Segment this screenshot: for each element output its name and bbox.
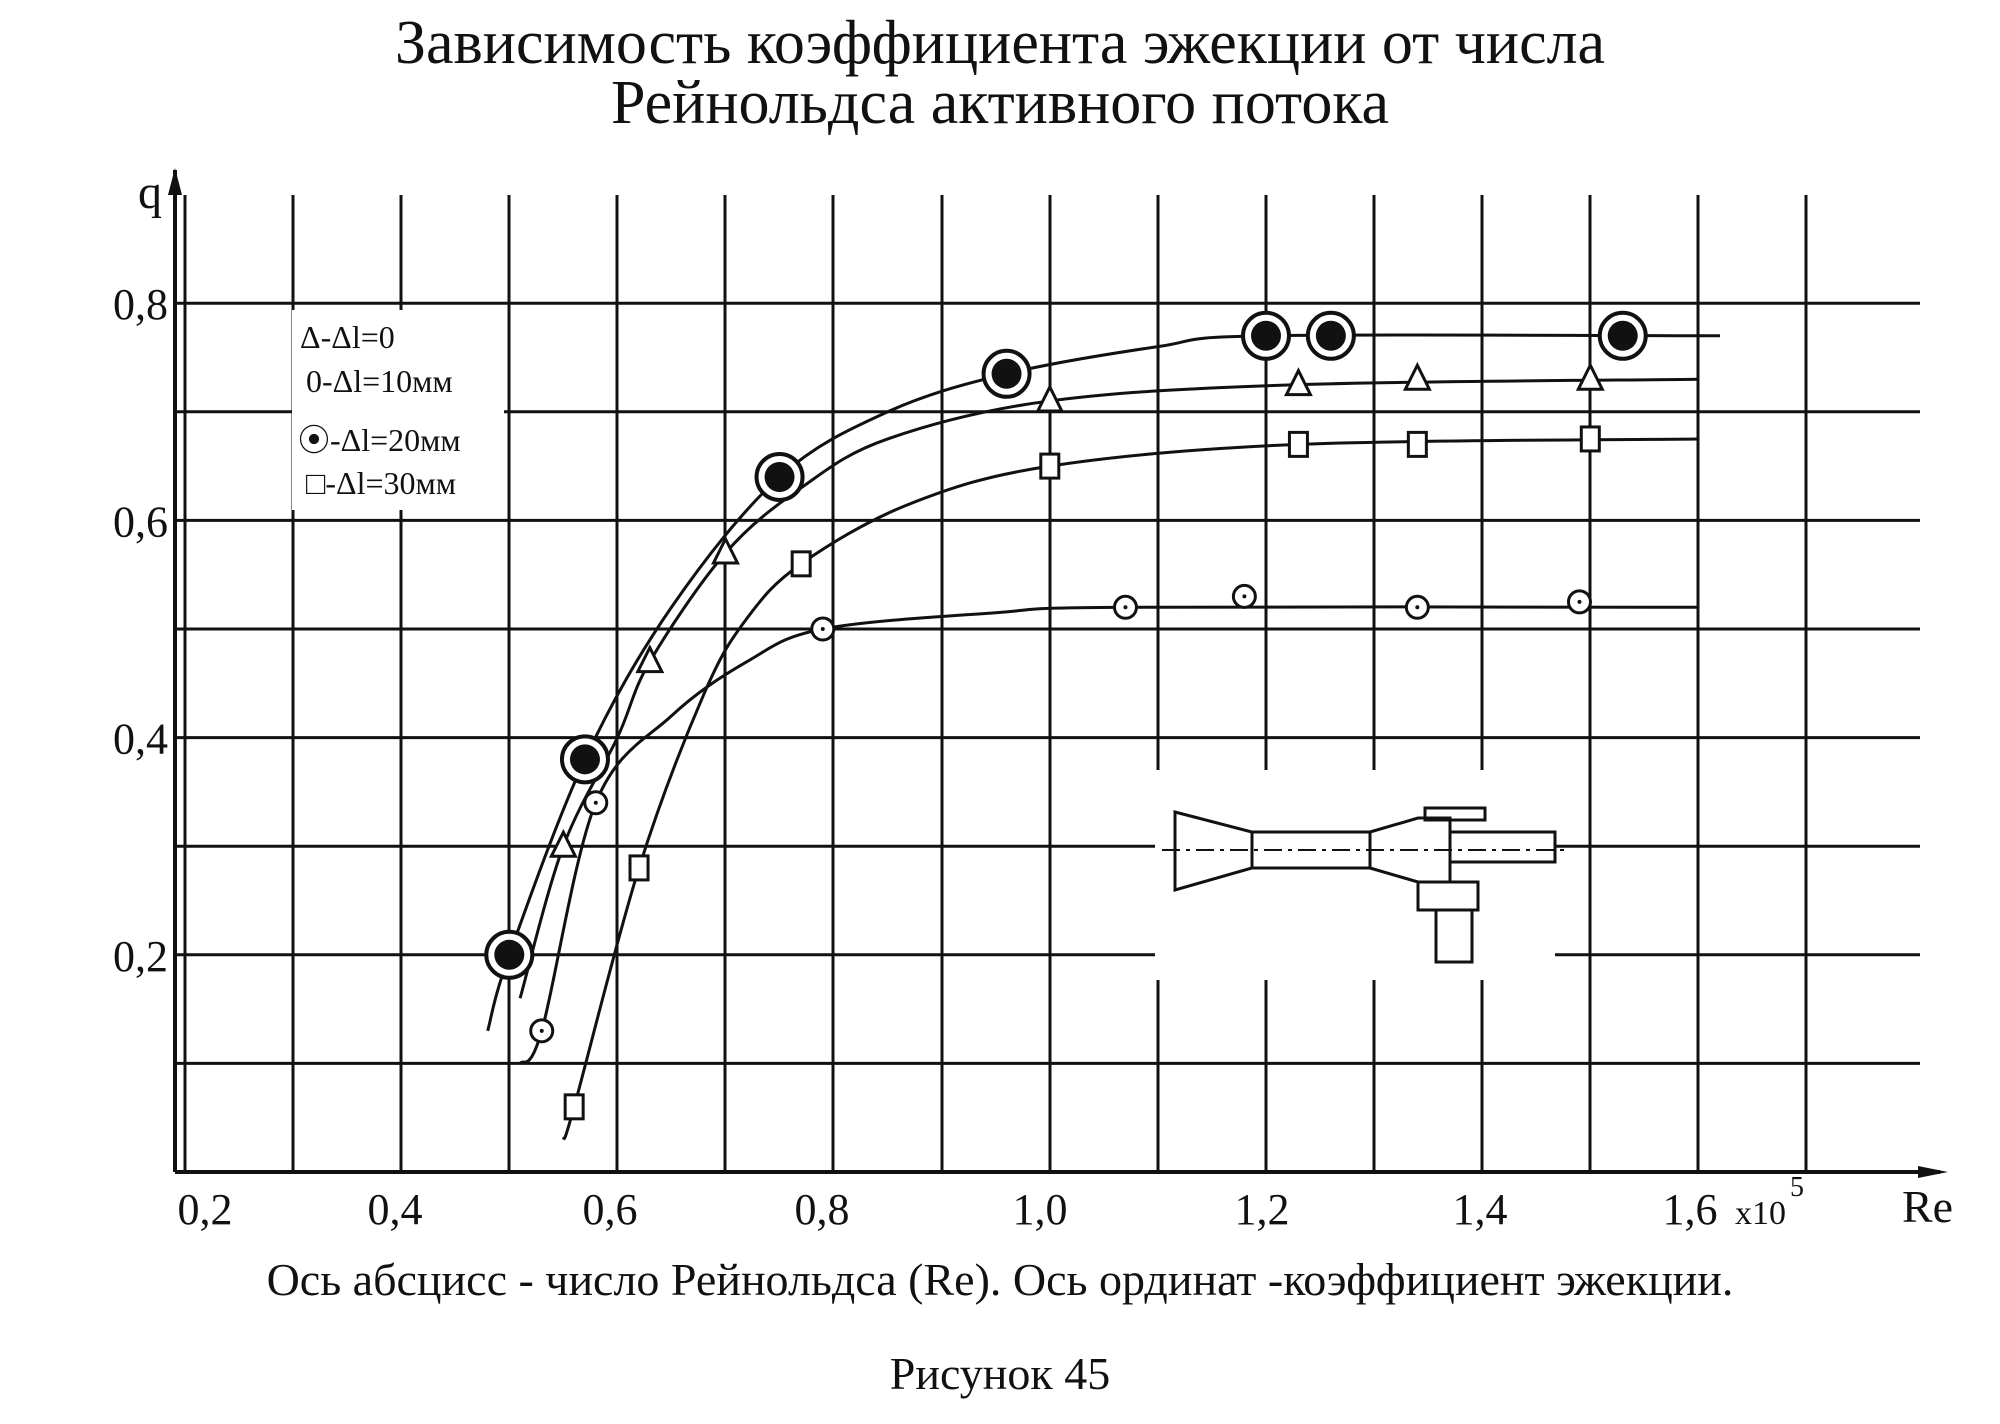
- data-point-circle: [1114, 596, 1136, 618]
- x-tick-label: 0,6: [582, 1185, 638, 1234]
- data-point-filled-circle: [1308, 313, 1354, 359]
- data-point-circle: [531, 1020, 553, 1042]
- data-point-triangle: [1578, 365, 1602, 389]
- data-point-filled-circle: [562, 736, 608, 782]
- data-point-circle: [585, 792, 607, 814]
- data-point-circle-dot: [821, 627, 825, 631]
- x-tick-label: 1,2: [1234, 1185, 1290, 1234]
- data-point-filled-circle-core: [1316, 321, 1346, 351]
- x-tick-label: 1,0: [1012, 1185, 1068, 1234]
- y-axis-arrow: [168, 168, 182, 195]
- data-point-circle-dot: [1242, 594, 1246, 598]
- x-axis-arrow: [1918, 1166, 1948, 1178]
- data-point-circle-dot: [1123, 605, 1127, 609]
- data-point-filled-circle-core: [494, 940, 524, 970]
- data-point-square: [565, 1095, 583, 1119]
- x-tick-label: 1,4: [1452, 1185, 1508, 1234]
- data-point-filled-circle-core: [1251, 321, 1281, 351]
- data-point-circle-dot: [594, 801, 598, 805]
- data-point-square: [1041, 454, 1059, 478]
- x-unit-exponent: 5: [1790, 1172, 1804, 1203]
- ejector-diagram: [1155, 770, 1570, 980]
- data-point-filled-circle-core: [570, 744, 600, 774]
- data-point-filled-circle: [1243, 313, 1289, 359]
- y-tick-label: 0,4: [113, 714, 168, 764]
- y-axis-label: q: [138, 166, 162, 219]
- legend: [292, 310, 504, 510]
- data-point-triangle: [551, 832, 575, 856]
- data-point-filled-circle-core: [992, 359, 1022, 389]
- x-tick-label: 0,8: [794, 1185, 850, 1234]
- data-point-circle: [1233, 585, 1255, 607]
- y-tick-label: 0,6: [113, 497, 168, 547]
- data-point-square: [792, 552, 810, 576]
- chart-title-line2: Рейнольдса активного потока: [610, 69, 1390, 137]
- legend-entry-filled-circle: ⦿-Δl=20мм: [298, 422, 461, 458]
- data-point-filled-circle: [757, 454, 803, 500]
- data-point-triangle: [1405, 365, 1429, 389]
- y-tick-label: 0,8: [113, 280, 168, 330]
- x-axis-label: Re: [1902, 1181, 1954, 1232]
- data-point-filled-circle-core: [1608, 321, 1638, 351]
- data-point-filled-circle: [486, 932, 532, 978]
- data-point-circle-dot: [1415, 605, 1419, 609]
- data-point-circle-dot: [1577, 600, 1581, 604]
- axis-caption: Ось абсцисс - число Рейнольдса (Re). Ось ординат -коэффициент эжекции.: [266, 1254, 1734, 1305]
- data-point-square: [630, 856, 648, 880]
- chart-title-line1: Зависимость коэффициента эжекции от числа: [394, 9, 1606, 77]
- x-tick-label: 1,6: [1662, 1185, 1718, 1234]
- legend-entry-triangle: Δ-Δl=0: [300, 319, 395, 355]
- data-point-circle-dot: [540, 1029, 544, 1033]
- x-unit-suffix: x10: [1735, 1195, 1786, 1232]
- chart-markers: [486, 313, 1645, 1119]
- x-tick-label: 0,4: [367, 1185, 423, 1234]
- y-tick-label: 0,2: [113, 931, 168, 981]
- legend-entry-square: □-Δl=30мм: [306, 465, 456, 501]
- x-tick-label: 0,2: [177, 1185, 233, 1234]
- data-point-square: [1289, 432, 1307, 456]
- legend-entry-circle: 0-Δl=10мм: [306, 363, 453, 399]
- data-point-square: [1581, 427, 1599, 451]
- data-point-circle: [812, 618, 834, 640]
- data-point-filled-circle: [1600, 313, 1646, 359]
- data-point-circle: [1406, 596, 1428, 618]
- data-point-square: [1408, 432, 1426, 456]
- data-point-filled-circle: [984, 351, 1030, 397]
- data-point-circle: [1568, 591, 1590, 613]
- data-point-filled-circle-core: [765, 462, 795, 492]
- figure-label: Рисунок 45: [889, 1348, 1111, 1399]
- data-point-triangle: [1286, 371, 1310, 395]
